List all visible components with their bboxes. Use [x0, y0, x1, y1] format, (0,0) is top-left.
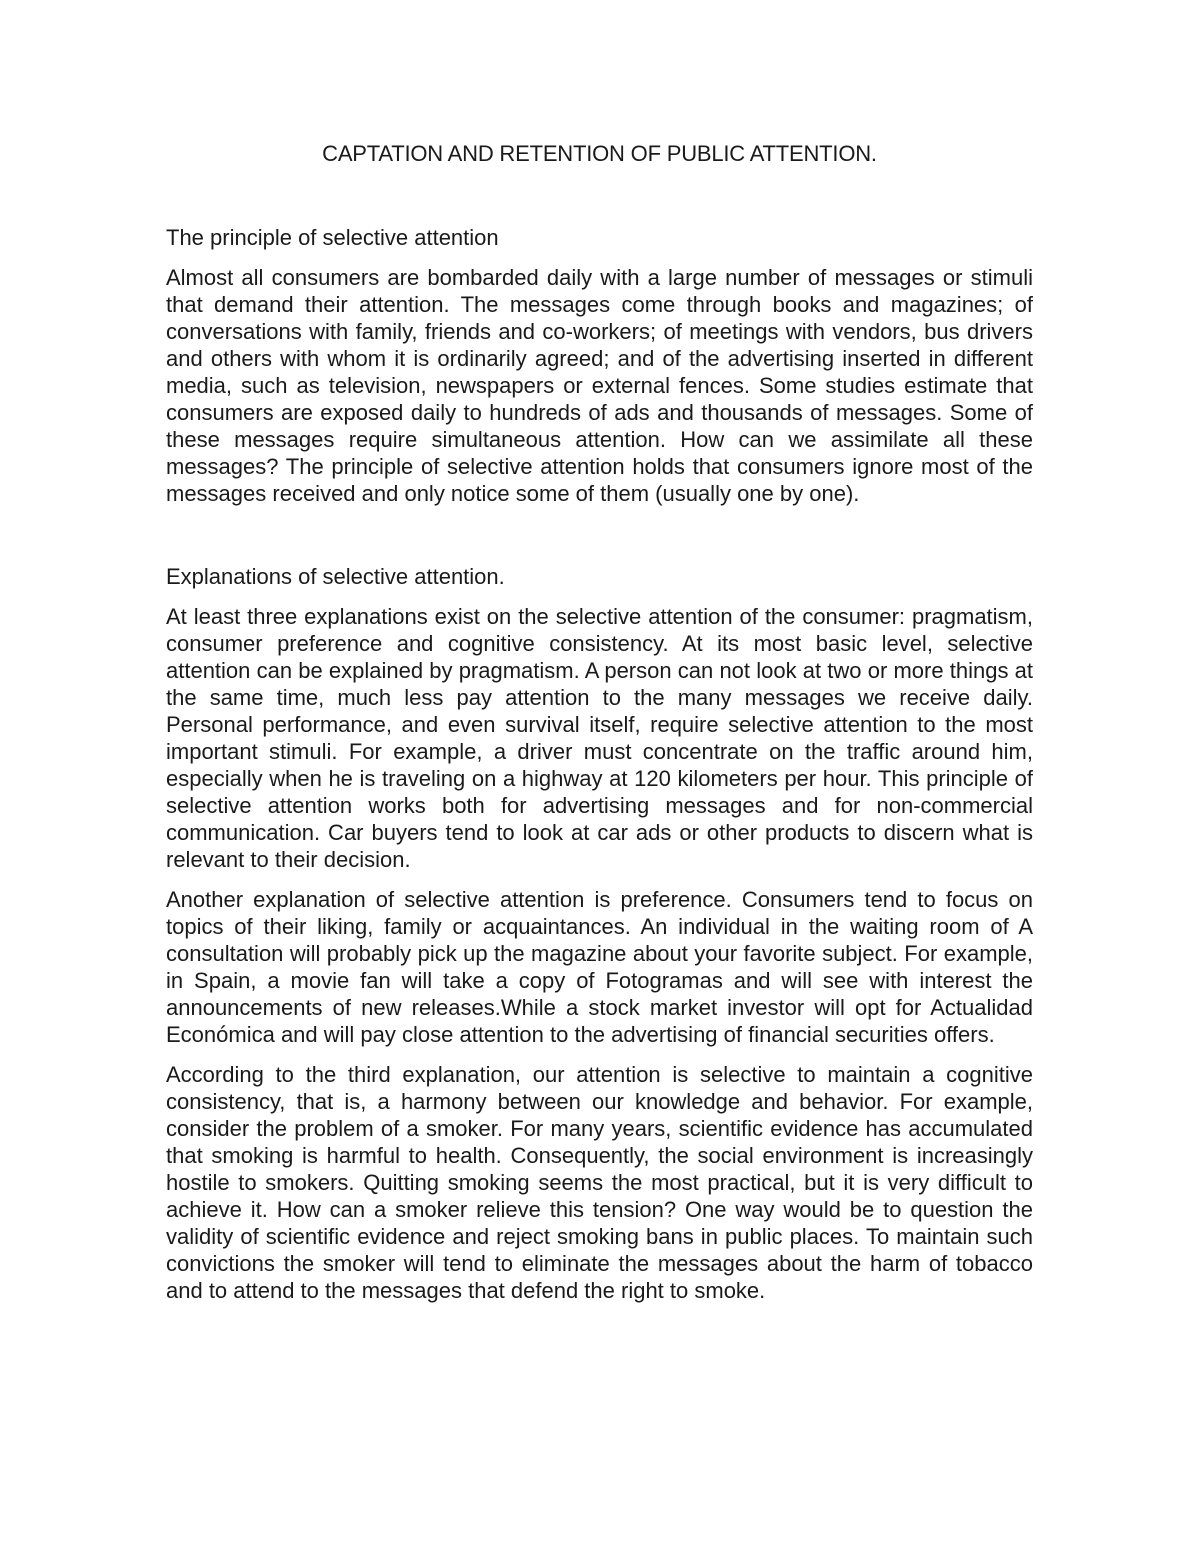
paragraph-cognitive-consistency: According to the third explanation, our attention is selective to maintain a cognitive consistency, that is, a harmony between our knowledge and behavior. For example, consider the problem of a smoker. For many years, scientific evidence has accumulated that smoking is harmful to health. Consequently, the social environment is increasingly hostile to smokers. Quitting smoking seems the most practical, but it is very difficult to achieve it. How can a smoker relieve this tension? One way would be to question the validity of scientific evidence and reject smoking bans in public places. To maintain such convictions the smoker will tend to eliminate the messages about the harm of tobacco and to attend to the messages that defend the right to smoke. — [166, 1062, 1033, 1303]
section-heading-selective-attention: The principle of selective attention — [166, 225, 499, 250]
paragraph-pragmatism: At least three explanations exist on the selective attention of the consumer: pragmatism, consumer preference and cognitive consistency. At its most basic level, selective attention can be explained by pragmatism. A person can not look at two or more things at the same time, much less pay attention to the many messages we receive daily. Personal performance, and even survival itself, require selective attention to the most important stimuli. For example, a driver must concentrate on the traffic around him, especially when he is traveling on a highway at 120 kilometers per hour. This principle of selective attention works both for advertising messages and for non-commercial communication. Car buyers tend to look at car ads or other products to discern what is relevant to their decision. — [166, 604, 1033, 872]
section-heading-explanations: Explanations of selective attention. — [166, 564, 505, 589]
paragraph-preference: Another explanation of selective attention is preference. Consumers tend to focus on topics of their liking, family or acquaintances. An individual in the waiting room of A consultation will probably pick up the magazine about your favorite subject. For example, in Spain, a movie fan will take a copy of Fotogramas and will see with interest the announcements of new releases.While a stock market investor will opt for Actualidad Económica and will pay close attention to the advertising of financial securities offers. — [166, 887, 1033, 1047]
document-page — [166, 136, 1033, 1317]
document-title: CAPTATION AND RETENTION OF PUBLIC ATTENTION. — [322, 141, 877, 166]
paragraph-selective-attention: Almost all consumers are bombarded daily with a large number of messages or stimuli that demand their attention. The messages come through books and magazines; of conversations with family, friends and co-workers; of meetings with vendors, bus drivers and others with whom it is ordinarily agreed; and of the advertising inserted in different media, such as television, newspapers or external fences. Some studies estimate that consumers are exposed daily to hundreds of ads and thousands of messages. Some of these messages require simultaneous attention. How can we assimilate all these messages? The principle of selective attention holds that consumers ignore most of the messages received and only notice some of them (usually one by one). — [166, 265, 1033, 506]
